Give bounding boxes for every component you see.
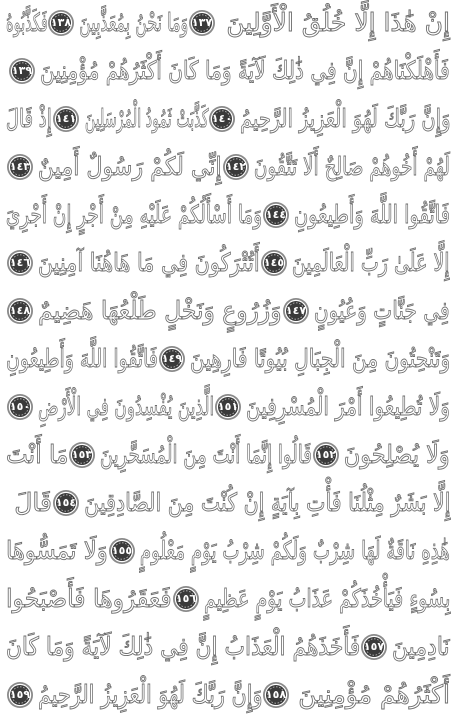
verse-number: ١٤٤ — [265, 208, 287, 221]
text-line — [6, 192, 450, 238]
verse-number: ١٤٨ — [9, 304, 31, 317]
verse-number: ١٥١ — [217, 400, 239, 413]
verse-number: ١٤٣ — [9, 160, 31, 173]
verse-number: ١٥٨ — [265, 688, 287, 701]
verse-end-marker-icon — [6, 153, 34, 181]
verse-number: ١٣٧ — [191, 16, 213, 29]
verse-text: كَذَّبَتْ ثَمُودُ الْمُرْسَلِينَ — [84, 104, 208, 133]
verse-number: ١٣٩ — [11, 64, 33, 77]
verse-end-marker-icon — [260, 249, 288, 277]
verse-end-marker-icon — [214, 393, 242, 421]
verse-end-marker-icon — [68, 441, 96, 469]
verse-text: قَالَ — [14, 488, 52, 517]
verse-number: ١٤٥ — [263, 256, 285, 269]
verse-number: ١٥٩ — [9, 688, 31, 701]
verse-text: مَا أَنْتَ — [5, 440, 68, 469]
verse-text: لَهُمْ أَخُوهُمْ صَالِحٌ أَلَا تَتَّقُونَ — [253, 152, 450, 181]
verse-number: ١٥٠ — [9, 400, 31, 413]
verse-text: وَلَا يُصْلِحُونَ — [344, 440, 450, 469]
verse-number: ١٤٩ — [161, 352, 183, 365]
verse-text: نَادِمِينَ — [392, 632, 450, 661]
verse-end-marker-icon — [312, 441, 340, 469]
verse-text: قَالُوا إِنَّمَا أَنْتَ مِنَ الْمُسَحَّرِينَ — [99, 440, 312, 469]
verse-end-marker-icon — [6, 249, 34, 277]
verse-text: بِسُوءٍ فَيَأْخُذَكُمْ عَذَابُ يَوْمٍ عَظِيمٍ — [203, 584, 450, 613]
verse-number: ١٤٢ — [225, 160, 247, 173]
text-line — [6, 288, 450, 334]
verse-end-marker-icon — [6, 297, 34, 325]
verse-end-marker-icon — [262, 681, 290, 709]
text-line — [6, 0, 450, 46]
verse-text: وَزُرُوعٍ وَنَخْلٍ طَلْعُهَا هَضِيمٌ — [38, 296, 282, 325]
text-line — [6, 528, 450, 574]
verse-text: إِذْ قَالَ — [6, 104, 52, 133]
verse-text: وَإِنَّ رَبَّكَ لَهُوَ الْعَزِيزُ الرَّحِيمُ — [239, 104, 450, 133]
verse-text: إِلَّا عَلَىٰ رَبِّ الْعَالَمِينَ — [292, 248, 450, 277]
verse-text: إِنْ هَٰذَا إِلَّا خُلُقُ الْأَوَّلِينَ — [226, 8, 450, 37]
text-line — [6, 624, 450, 670]
text-line — [6, 384, 450, 430]
verse-end-marker-icon — [6, 681, 34, 709]
text-line — [6, 96, 450, 142]
verse-end-marker-icon — [282, 297, 310, 325]
verse-number: ١٥٢ — [315, 448, 337, 461]
verse-text: وَمَا أَسْأَلُكُمْ عَلَيْهِ مِنْ أَجْرٍ إِنْ أَجْرِيَ — [5, 200, 262, 229]
verse-number: ١٤١ — [55, 112, 77, 125]
verse-number: ١٥٧ — [363, 640, 385, 653]
verse-number: ١٥٦ — [175, 592, 197, 605]
verse-number: ١٥٣ — [71, 448, 93, 461]
verse-text: الَّذِينَ يُفْسِدُونَ فِي الْأَرْضِ — [37, 392, 214, 421]
verse-end-marker-icon — [108, 537, 136, 565]
text-line — [6, 144, 450, 190]
text-line — [6, 48, 450, 94]
verse-text: أَكْثَرُهُمْ مُؤْمِنِينَ — [298, 680, 450, 709]
verse-text: وَلَا تُطِيعُوا أَمْرَ الْمُسْرِفِينَ — [246, 392, 450, 421]
verse-end-marker-icon — [158, 345, 186, 373]
verse-text: فَأَهْلَكْنَاهُمْ إِنَّ فِي ذَٰلِكَ لَآيَةً وَمَا كَانَ أَكْثَرُهُمْ مُؤْمِنِينَ — [40, 56, 450, 85]
text-line — [6, 432, 450, 478]
verse-text: إِنِّي لَكُمْ رَسُولٌ أَمِينٌ — [38, 152, 222, 181]
verse-text: فَعَقَرُوهَا فَأَصْبَحُوا — [6, 584, 172, 613]
verse-text: فَاتَّقُوا اللَّهَ وَأَطِيعُونِ — [294, 200, 450, 229]
verse-text: وَتَنْحِتُونَ مِنَ الْجِبَالِ بُيُوتًا فَارِهِينَ — [189, 344, 450, 373]
text-line — [6, 240, 450, 286]
verse-number: ١٥٤ — [55, 496, 77, 509]
text-line — [6, 672, 450, 718]
verse-end-marker-icon — [47, 9, 75, 37]
verse-text: هَٰذِهِ نَاقَةٌ لَهَا شِرْبٌ وَلَكُمْ شِرْبُ يَوْمٍ مَعْلُومٍ — [139, 536, 450, 565]
verse-number: ١٤٠ — [211, 112, 233, 125]
verse-text: إِلَّا بَشَرٌ مِثْلُنَا فَأْتِ بِآيَةٍ إِنْ كُنْتَ مِنَ الصَّادِقِينَ — [83, 488, 450, 517]
verse-end-marker-icon — [222, 153, 250, 181]
verse-end-marker-icon — [262, 201, 290, 229]
verse-number: ١٤٦ — [9, 256, 31, 269]
verse-text: فَأَخَذَهُمُ الْعَذَابُ إِنَّ فِي ذَٰلِكَ لَآيَةً وَمَا كَانَ — [5, 632, 360, 661]
verse-number: ١٣٨ — [50, 16, 72, 29]
verse-end-marker-icon — [360, 633, 388, 661]
verse-end-marker-icon — [188, 9, 216, 37]
verse-end-marker-icon — [172, 585, 200, 613]
verse-end-marker-icon — [8, 57, 36, 85]
verse-end-marker-icon — [6, 393, 34, 421]
verse-end-marker-icon — [52, 489, 80, 517]
verse-text: فِي جَنَّاتٍ وَعُيُونٍ — [314, 296, 450, 325]
verse-text: وَمَا نَحْنُ بِمُعَذَّبِينَ — [78, 8, 188, 37]
verse-end-marker-icon — [208, 105, 236, 133]
verse-text: فَاتَّقُوا اللَّهَ وَأَطِيعُونِ — [6, 344, 158, 373]
verse-text: فَكَذَّبُوهُ — [6, 8, 48, 37]
verse-text: وَلَا تَمَسُّوهَا — [6, 536, 108, 565]
verse-number: ١٤٧ — [285, 304, 307, 317]
verse-text: وَإِنَّ رَبَّكَ لَهُوَ الْعَزِيزُ الرَّحِيمُ — [37, 680, 262, 709]
text-line — [6, 576, 450, 622]
text-line — [6, 336, 450, 382]
text-line — [6, 480, 450, 526]
verse-text: أَتُتْرَكُونَ فِي مَا هَاهُنَا آمِنِينَ — [38, 248, 260, 277]
verse-number: ١٥٥ — [111, 544, 133, 557]
verse-end-marker-icon — [52, 105, 80, 133]
